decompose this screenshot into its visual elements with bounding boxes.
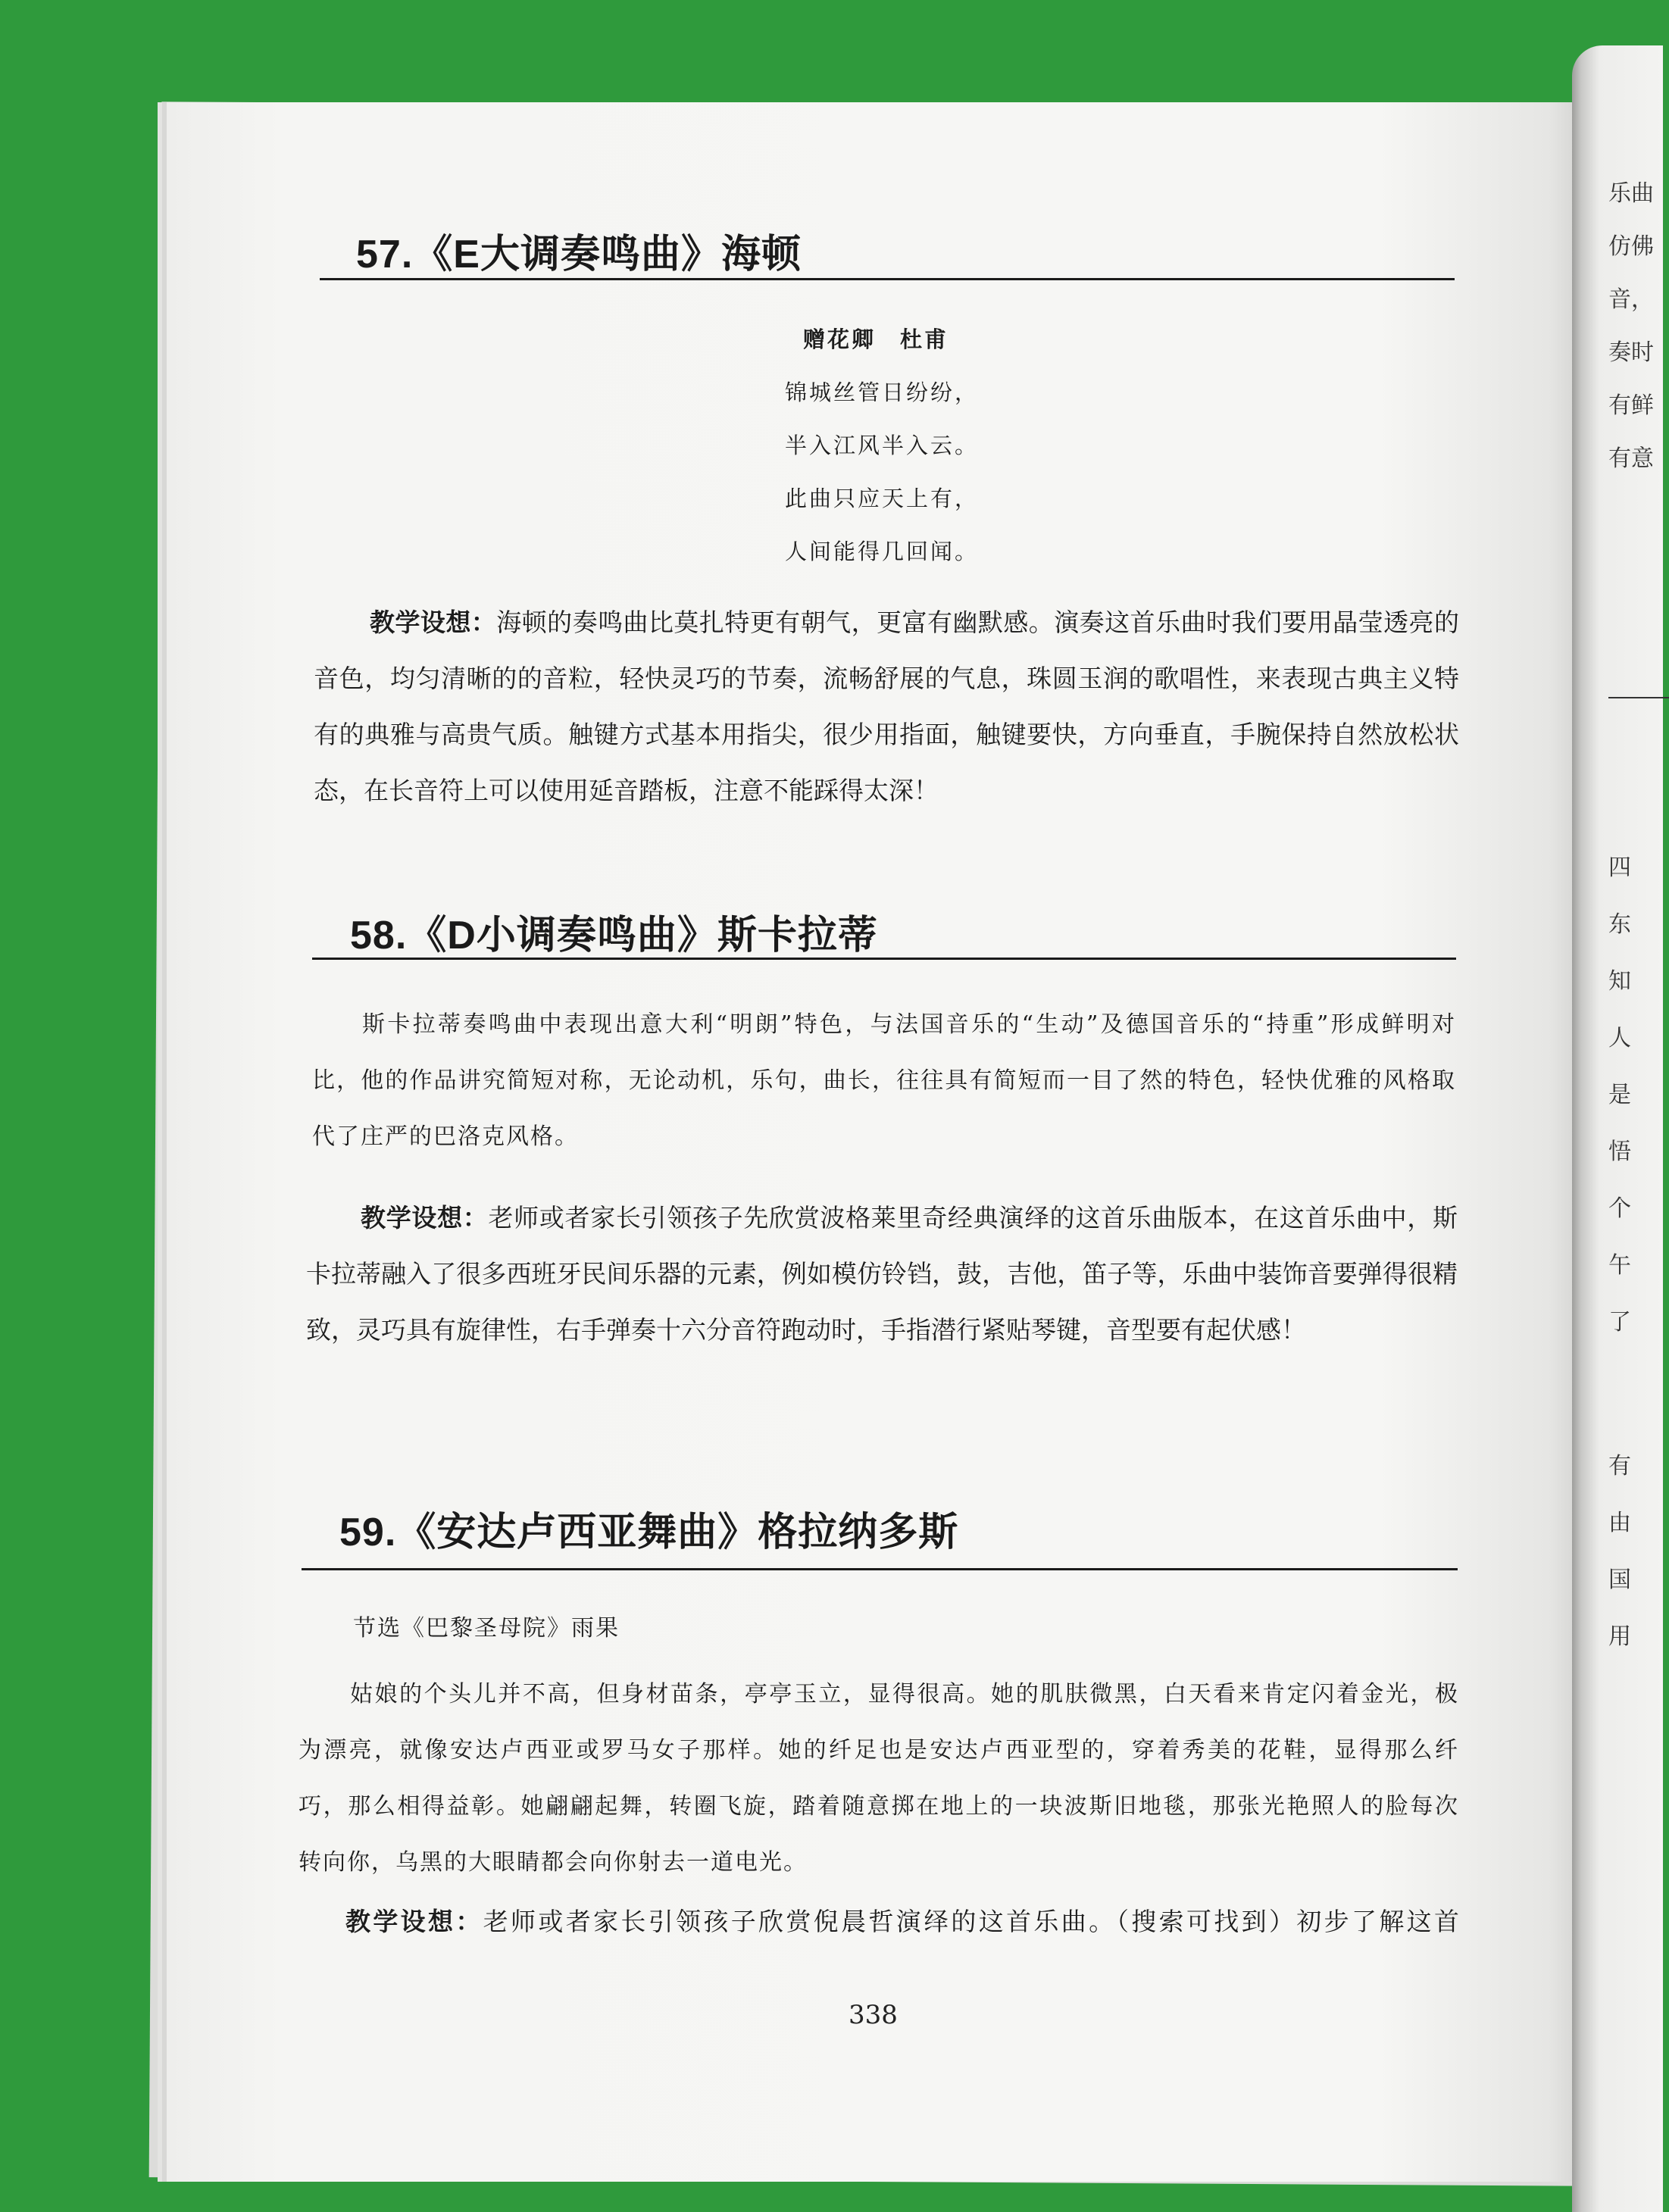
facing-page-text: 用 xyxy=(1608,1623,1631,1650)
section-59-rule xyxy=(302,1568,1458,1570)
teaching-label: 教学设想： xyxy=(361,1203,489,1233)
teaching-text: 海顿的奏鸣曲比莫扎特更有朝气，更富有幽默感。演奏这首乐曲时我们要用晶莹透亮的音色，均匀清晰的的音粒，轻快灵巧的节奏，流畅舒展的气息，珠圆玉润的歌唱性，来表现古典主义特有的典雅与高贵气质。触键方式基本用指尖，很少用指面，触键要快，方向垂直，手腕保持自然放松状态，在长音符上可以使用延音踏板，注意不能踩得太深！ xyxy=(314,608,1460,805)
teaching-text: 老师或者家长引领孩子欣赏倪晨哲演绎的这首乐曲。（搜索可找到）初步了解这首 xyxy=(483,1907,1459,1936)
facing-page-text: 了 xyxy=(1608,1309,1631,1336)
section-58-intro: 斯卡拉蒂奏鸣曲中表现出意大利“明朗”特色，与法国音乐的“生动”及德国音乐的“持重”形成鲜明对比，他的作品讲究简短对称，无论动机，乐句，曲长，往往具有简短而一目了然的特色，轻快优雅的风格取代了庄严的巴洛克风格。 xyxy=(312,1011,1456,1150)
facing-page-text: 有 xyxy=(1608,1453,1631,1479)
poem-line: 半入江风半入云。 xyxy=(785,433,980,458)
facing-page-text: 四 xyxy=(1608,854,1631,881)
poem-title: 赠花卿 杜甫 xyxy=(803,326,949,352)
teaching-label: 教学设想： xyxy=(370,608,497,637)
excerpt-title: 节选《巴黎圣母院》雨果 xyxy=(353,1615,620,1642)
facing-page-text: 午 xyxy=(1608,1252,1631,1279)
facing-page-text: 音， xyxy=(1608,286,1654,313)
section-57-rule xyxy=(320,278,1455,280)
section-59-heading: 59.《安达卢西亚舞曲》格拉纳多斯 xyxy=(339,1511,959,1554)
facing-page-text: 悟 xyxy=(1608,1139,1631,1165)
facing-page-text: 知 xyxy=(1608,968,1631,995)
facing-page-text: 东 xyxy=(1608,911,1631,938)
section-59-teaching xyxy=(298,1894,1459,1950)
page-number: 338 xyxy=(849,2000,898,2030)
section-58-heading: 58.《D小调奏鸣曲》斯卡拉蒂 xyxy=(350,914,878,958)
section-58-teaching xyxy=(306,1190,1458,1358)
poem-line: 锦城丝管日纷纷， xyxy=(785,380,980,405)
section-57-teaching xyxy=(314,595,1459,819)
facing-page-text: 有鲜 xyxy=(1608,392,1654,419)
section-58-rule xyxy=(312,958,1456,960)
section-59-excerpt: 姑娘的个头儿并不高，但身材苗条，亭亭玉立，显得很高。她的肌肤微黑，白天看来肯定闪着金光，极为漂亮，就像安达卢西亚或罗马女子那样。她的纤足也是安达卢西亚型的，穿着秀美的花鞋，显得那么纤巧，那么相得益彰。她翩翩起舞，转圈飞旋，踏着随意掷在地上的一块波斯旧地毯，那张光艳照人的脸每次转向你，乌黑的大眼睛都会向你射去一道电光。 xyxy=(298,1681,1459,1876)
facing-page-text: 国 xyxy=(1608,1567,1631,1593)
poem-line: 人间能得几回闻。 xyxy=(785,539,980,564)
facing-page-text: 乐曲 xyxy=(1608,180,1654,207)
poem-line: 此曲只应天上有， xyxy=(785,486,980,511)
facing-page-text: 奏时 xyxy=(1608,339,1654,366)
section-57-heading: 57.《E大调奏鸣曲》海顿 xyxy=(356,233,802,276)
teaching-label: 教学设想： xyxy=(345,1907,483,1936)
teaching-text: 老师或者家长引领孩子先欣赏波格莱里奇经典演绎的这首乐曲版本，在这首乐曲中，斯卡拉蒂融入了很多西班牙民间乐器的元素，例如模仿铃铛，鼓，吉他，笛子等，乐曲中装饰音要弹得很精致，灵巧具有旋律性，右手弹奏十六分音符跑动时，手指潜行紧贴琴键，音型要有起伏感！ xyxy=(306,1203,1458,1345)
facing-page-text: 人 xyxy=(1608,1025,1631,1051)
facing-page-text: 个 xyxy=(1608,1195,1631,1222)
facing-page-text: 是 xyxy=(1608,1082,1631,1108)
facing-page-text: 仿佛 xyxy=(1608,233,1654,260)
facing-page-text: 有意 xyxy=(1608,445,1654,472)
facing-page-text: 由 xyxy=(1608,1510,1631,1536)
